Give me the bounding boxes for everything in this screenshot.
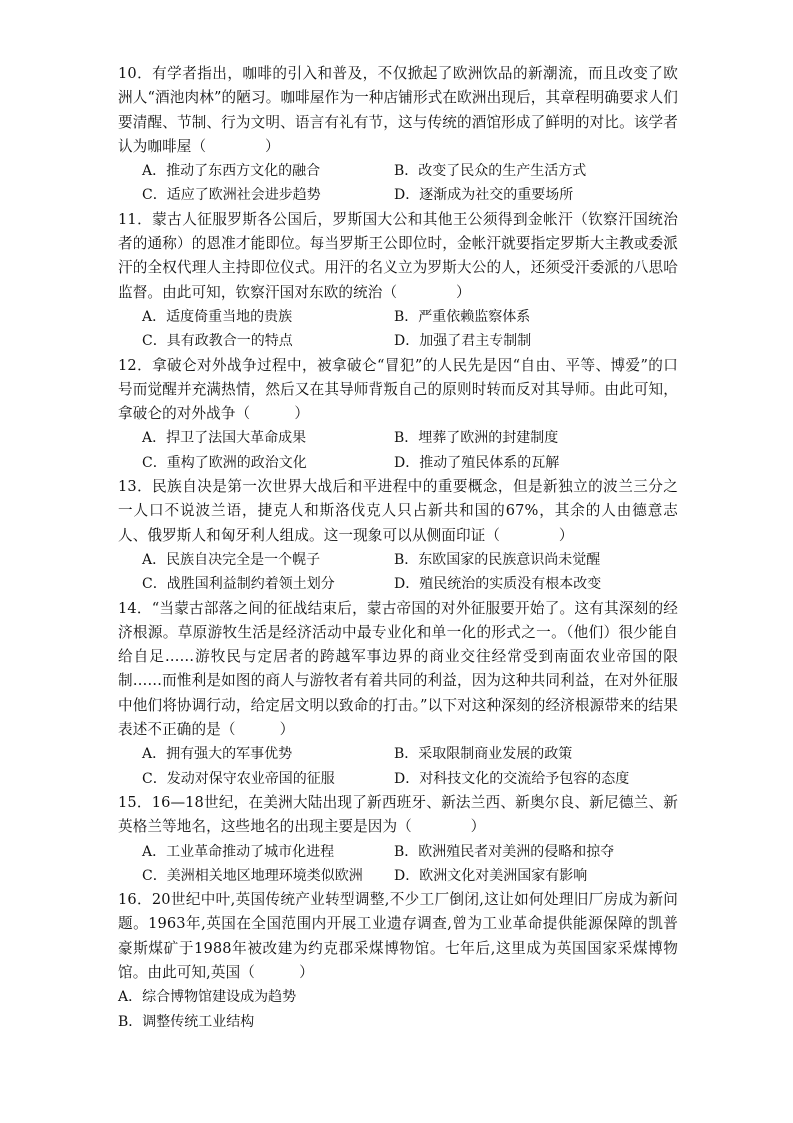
question-13 — [118, 475, 678, 596]
options — [118, 159, 678, 208]
option-d: D．欧洲文化对美洲国家有影响 — [394, 867, 588, 884]
option-b: B．埋葬了欧洲的封建制度 — [394, 430, 559, 447]
option-d: D．逐渐成为社交的重要场所 — [394, 187, 574, 204]
option-a: A．捍卫了法国大革命成果 — [142, 430, 307, 447]
option-b: B．欧洲殖民者对美洲的侵略和掠夺 — [394, 843, 615, 860]
exam-page — [118, 62, 678, 1034]
options — [118, 305, 678, 354]
options — [118, 742, 678, 791]
options — [118, 985, 678, 1034]
question-10 — [118, 62, 678, 208]
option-d: D．殖民统治的实质没有根本改变 — [394, 576, 602, 593]
question-stem: 16．20世纪中叶,英国传统产业转型调整,不少工厂倒闭,这让如何处理旧厂房成为新问题。1963年,英国在全国范围内开展工业遗存调查,曾为工业革命提供能源保障的凯普豪斯煤矿于1988年被改建为约克郡采煤博物馆。七年后,这里成为英国国家采煤博物馆。由此可知,英国（ ） — [118, 891, 678, 981]
option-a: A．拥有强大的军事优势 — [142, 746, 293, 763]
option-c: C．重构了欧洲的政治文化 — [142, 454, 307, 471]
options — [118, 840, 678, 889]
question-12 — [118, 354, 678, 475]
question-stem: 15．16—18世纪，在美洲大陆出现了新西班牙、新法兰西、新奥尔良、新尼德兰、新英格兰等地名，这些地名的出现主要是因为（ ） — [118, 793, 678, 836]
option-c: C．发动对保守农业帝国的征服 — [142, 770, 335, 787]
question-11 — [118, 208, 678, 354]
option-c: C．美洲相关地区地理环境类似欧洲 — [142, 867, 363, 884]
option-a: A．工业革命推动了城市化进程 — [142, 843, 335, 860]
question-15 — [118, 791, 678, 888]
option-b: B．采取限制商业发展的政策 — [394, 746, 573, 763]
option-b: B．改变了民众的生产生活方式 — [394, 163, 587, 180]
options — [118, 548, 678, 597]
option-d: D．对科技文化的交流给予包容的态度 — [394, 770, 630, 787]
option-d: D．推动了殖民体系的瓦解 — [394, 454, 560, 471]
question-16 — [118, 888, 678, 1034]
question-stem: 10．有学者指出，咖啡的引入和普及，不仅掀起了欧洲饮品的新潮流，而且改变了欧洲人“酒池肉林”的陋习。咖啡屋作为一种店铺形式在欧洲出现后，其章程明确要求人们要清醒、节制、行为文明、语言有礼有节，这与传统的酒馆形成了鲜明的对比。该学者认为咖啡屋（ ） — [118, 65, 678, 155]
question-stem: 14．“当蒙古部落之间的征战结束后，蒙古帝国的对外征服要开始了。这有其深刻的经济根源。草原游牧生活是经济活动中最专业化和单一化的形式之一。（他们）很少能自给自足……游牧民与定居者的跨越军事边界的商业交往经常受到南面农业帝国的限制……而惟利是如图的商人与游牧者有着共同的利益，因为这种共同利益，在对外征服中他们将协调行动，给定居文明以致命的打击。”以下对这种深刻的经济根源带来的结果表述不正确的是（ ） — [118, 599, 678, 739]
question-stem: 11．蒙古人征服罗斯各公国后，罗斯国大公和其他王公须得到金帐汗（钦察汗国统治者的通称）的恩准才能即位。每当罗斯王公即位时，金帐汗就要指定罗斯大主教或委派汗的全权代理人主持即位仪式。用汗的名义立为罗斯大公的人，还须受汗委派的八思哈监督。由此可知，钦察汗国对东欧的统治（ ） — [118, 210, 678, 301]
option-c: C．具有政教合一的特点 — [142, 333, 293, 350]
question-stem: 13．民族自决是第一次世界大战后和平进程中的重要概念，但是新独立的波兰三分之一人口不说波兰语，捷克人和斯洛伐克人只占新共和国的67%，其余的人由德意志人、俄罗斯人和匈牙利人组成。这一现象可以从侧面印证（ ） — [118, 478, 678, 544]
option-c: C．适应了欧洲社会进步趋势 — [142, 187, 321, 204]
option-c: C．战胜国利益制约着领土划分 — [142, 576, 335, 593]
option-b: B．调整传统工业结构 — [118, 1013, 255, 1030]
option-d: D．加强了君主专制制 — [394, 333, 532, 350]
option-b: B．东欧国家的民族意识尚未觉醒 — [394, 551, 601, 568]
question-stem: 12．拿破仑对外战争过程中，被拿破仑“冒犯”的人民先是因“自由、平等、博爱”的口号而觉醒并充满热情，然后又在其导师背叛自己的原则时转而反对其导师。由此可知，拿破仑的对外战争（ ） — [118, 356, 678, 423]
option-b: B．严重依赖监察体系 — [394, 308, 531, 325]
option-a: A．综合博物馆建设成为趋势 — [118, 989, 297, 1006]
option-a: A．民族自决完全是一个幌子 — [142, 551, 321, 568]
option-a: A．适度倚重当地的贵族 — [142, 308, 293, 325]
question-14 — [118, 597, 678, 791]
option-a: A．推动了东西方文化的融合 — [142, 163, 321, 180]
options — [118, 426, 678, 475]
